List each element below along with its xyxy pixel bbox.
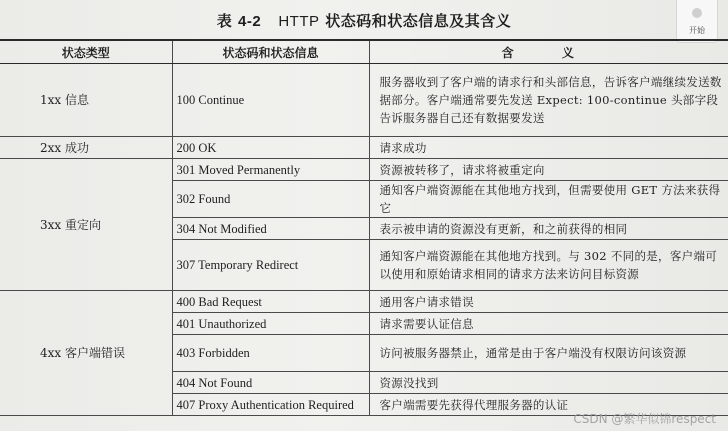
header-meaning: 含 义 (369, 40, 728, 64)
status-code-cell: 407 Proxy Authentication Required (172, 394, 369, 416)
status-code-cell: 403 Forbidden (172, 335, 369, 372)
meaning-cell: 通用客户请求错误 (369, 291, 728, 313)
watermark: CSDN @繁华似锦respect (573, 412, 716, 426)
table-row (0, 137, 728, 159)
start-widget-label: 开始 (689, 26, 705, 35)
title-http: HTTP (278, 13, 320, 30)
meaning-cell: 请求需要认证信息 (369, 313, 728, 335)
title-rest: 状态码和状态信息及其含义 (319, 12, 512, 30)
meaning-cell: 资源没找到 (369, 372, 728, 394)
table-body (0, 64, 728, 416)
record-dot-icon (692, 8, 702, 18)
meaning-cell: 客户端需要先获得代理服务器的认证 (369, 394, 728, 416)
meaning-cell: 资源被转移了，请求将被重定向 (369, 159, 728, 181)
meaning-cell: 请求成功 (369, 137, 728, 159)
meaning-cell: 服务器收到了客户端的请求行和头部信息，告诉客户端继续发送数据部分。客户端通常要先发送 Expect: 100-continue 头部字段告诉服务器自己还有数据要发送 (369, 64, 728, 137)
header-status-code: 状态码和状态信息 (172, 40, 369, 64)
meaning-cell: 通知客户端资源能在其他地方找到。与 302 不同的是，客户端可以使用和原始请求相同的请求方法来访问目标资源 (369, 240, 728, 291)
meaning-cell: 通知客户端资源能在其他地方找到，但需要使用 GET 方法来获得它 (369, 181, 728, 218)
category-cell: 3xx 重定向 (0, 159, 172, 291)
status-code-cell: 401 Unauthorized (172, 313, 369, 335)
title-number: 4-2 (237, 13, 262, 30)
header-status-type: 状态类型 (0, 40, 172, 64)
status-code-cell: 200 OK (172, 137, 369, 159)
status-code-cell: 302 Found (172, 181, 369, 218)
status-code-cell: 301 Moved Permanently (172, 159, 369, 181)
start-widget[interactable] (676, 0, 718, 43)
status-code-cell: 400 Bad Request (172, 291, 369, 313)
meaning-cell: 访问被服务器禁止，通常是由于客户端没有权限访问该资源 (369, 335, 728, 372)
table-title (0, 10, 728, 31)
title-prefix: 表 (216, 12, 238, 30)
status-code-cell: 307 Temporary Redirect (172, 240, 369, 291)
table-row (0, 159, 728, 181)
category-cell: 2xx 成功 (0, 137, 172, 159)
table-row (0, 291, 728, 313)
category-cell: 4xx 客户端错误 (0, 291, 172, 416)
meaning-cell: 表示被申请的资源没有更新，和之前获得的相同 (369, 218, 728, 240)
table-header-row (0, 40, 728, 64)
status-code-cell: 404 Not Found (172, 372, 369, 394)
status-code-cell: 100 Continue (172, 64, 369, 137)
table-row (0, 64, 728, 137)
status-code-table (0, 39, 728, 416)
status-code-cell: 304 Not Modified (172, 218, 369, 240)
category-cell: 1xx 信息 (0, 64, 172, 137)
